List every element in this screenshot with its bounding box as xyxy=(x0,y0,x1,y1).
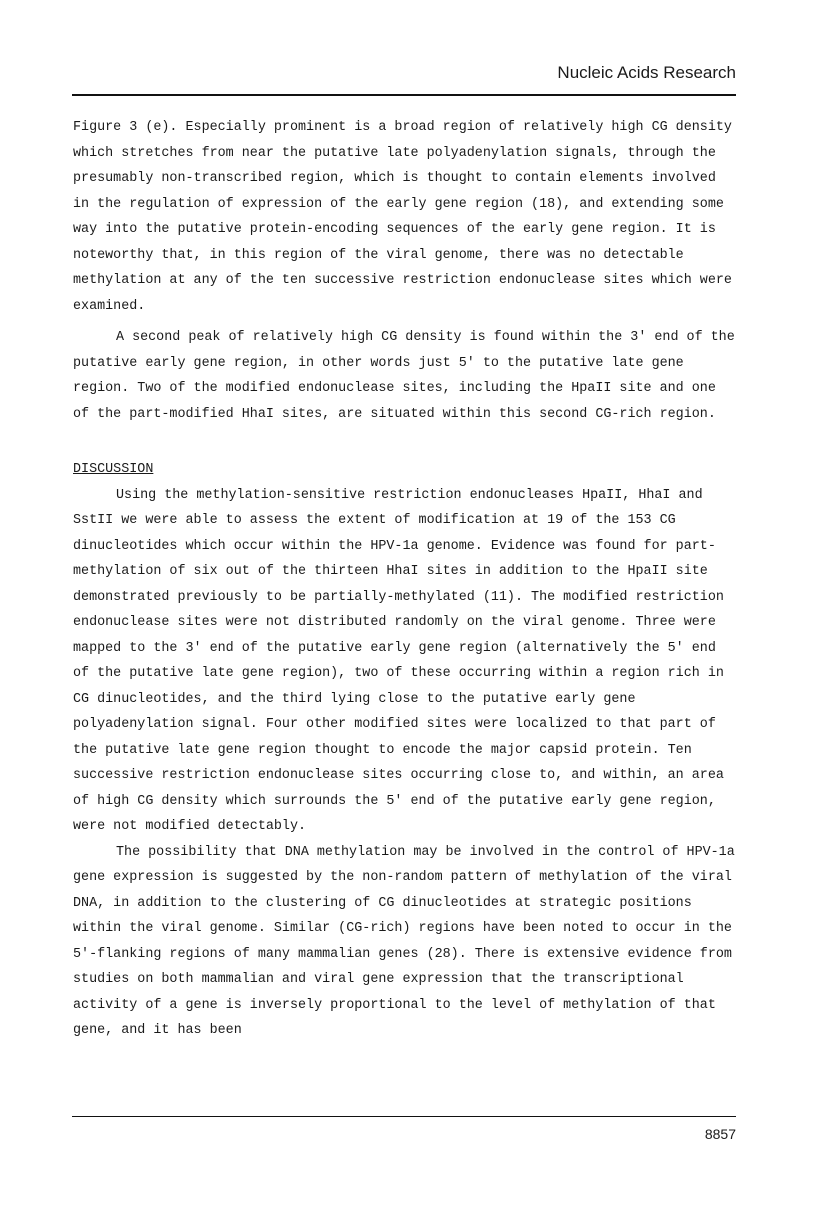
paragraph-4: The possibility that DNA methylation may be involved in the control of HPV-1a gene expression is suggested by the non-random pattern of methylation of the viral DNA, in addition to the clustering of CG dinucleotides at strategic positions within the viral genome. Similar (CG-rich) regions have been noted to occur in the 5'-flanking regions of many mammalian genes (28). There is extensive evidence from studies on both mammalian and viral gene expression that the transcriptional activity of a gene is inversely proportional to the level of methylation of that gene, and it has been xyxy=(73,844,735,1038)
footer-rule xyxy=(72,1116,736,1117)
paragraph-1: Figure 3 (e). Especially prominent is a broad region of relatively high CG density which stretches from near the putative late polyadenylation signals, through the presumably non-transcribed region, which is thought to contain elements involved in the regulation of expression of the early gene region (18), and extending some way into the putative protein-encoding sequences of the early gene region. It is noteworthy that, in this region of the viral genome, there was no detectable methylation at any of the ten successive restriction endonuclease sites which were examined. xyxy=(73,120,732,314)
paragraph-3: Using the methylation-sensitive restriction endonucleases HpaII, HhaI and SstII we were able to assess the extent of modification at 19 of the 153 CG dinucleotides which occur within the HPV-1a genome. Evidence was found for part-methylation of six out of the thirteen HhaI sites in addition to the HpaII site demonstrated previously to be partially-methylated (11). The modified restriction endonuclease sites were not distributed randomly on the viral genome. Three were mapped to the 3' end of the putative early gene region (alternatively the 5' end of the putative late gene region), two of these occurring within a region rich in CG dinucleotides, and the third lying close to the putative early gene polyadenylation signal. Four other modified sites were localized to that part of the putative late gene region thought to encode the major capsid protein. Ten successive restriction endonuclease sites occurring close to, and within, an area of high CG density which surrounds the 5' end of the putative early gene region, were not modified detectably. xyxy=(73,487,724,834)
main-text xyxy=(73,115,735,1044)
header-rule xyxy=(72,94,736,96)
section-heading-discussion: DISCUSSION xyxy=(73,462,154,477)
paragraph-2: A second peak of relatively high CG density is found within the 3' end of the putative early gene region, in other words just 5' to the putative late gene region. Two of the modified endonuclease sites, including the HpaII site and one of the part-modified HhaI sites, are situated within this second CG-rich region. xyxy=(73,330,735,422)
page-number: 8857 xyxy=(704,1126,736,1142)
journal-title: Nucleic Acids Research xyxy=(557,63,736,82)
